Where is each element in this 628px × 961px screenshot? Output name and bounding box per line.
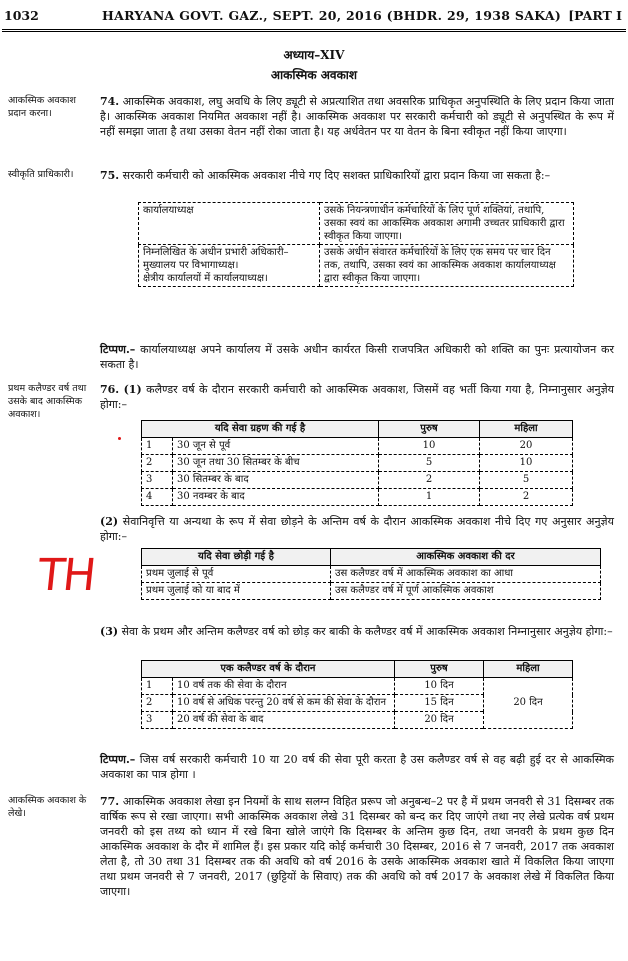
column-header: महिला — [484, 661, 573, 678]
male-cell: 15 दिन — [395, 695, 484, 712]
service-leave-table — [141, 660, 573, 729]
rule-74 — [100, 94, 614, 139]
column-header: पुरुष — [379, 421, 480, 438]
serial-cell: 3 — [142, 712, 173, 729]
male-cell: 5 — [379, 455, 480, 472]
rule-75-text: सरकारी कर्मचारी को आकस्मिक अवकाश नीचे गए दिए सशक्त प्राधिकारियों द्वारा प्रदान किया जा सकता है:– — [122, 169, 551, 182]
rule-76-number: 76. — [100, 383, 120, 396]
authority-line: क्षेत्रीय कार्यालयों में कार्यालयाध्यक्ष। — [143, 273, 268, 284]
note-text: कार्यालयाध्यक्ष अपने कार्यालय में उसके अधीन कार्यरत किसी राजपत्रित अधिकारी को शक्ति का पुनः प्रत्यायोजन कर सकता है। — [100, 343, 614, 371]
male-cell: 10 — [379, 438, 480, 455]
gazette-title: HARYANA GOVT. GAZ., SEPT. 20, 2016 (BHDR. 29, 1938 SAKA) — [102, 8, 562, 23]
leaving-leave-table — [141, 548, 601, 600]
rate-cell: उस कलैण्डर वर्ष में आकस्मिक अवकाश का आधा — [331, 566, 601, 583]
rule-75-note — [100, 342, 614, 372]
column-header: यदि सेवा छोड़ी गई है — [142, 549, 331, 566]
table-row — [139, 245, 574, 287]
period-cell: 30 नवम्बर के बाद — [173, 489, 379, 506]
note-label: टिप्पण.– — [100, 343, 136, 356]
sub-number: (2) — [100, 515, 119, 528]
serial-cell: 1 — [142, 438, 173, 455]
gazette-header — [4, 6, 624, 26]
table-header — [142, 421, 573, 438]
service-cell: 10 वर्ष तक की सेवा के दौरान — [173, 678, 395, 695]
serial-cell: 2 — [142, 695, 173, 712]
rule-74-text: आकस्मिक अवकाश, लघु अवधि के लिए ड्यूटी से अप्रत्याशित तथा अवसरिक प्राधिकृत अनुपस्थिति के लिए प्रदान किया जाता है। आकस्मिक अवकाश नियमित अवकाश नहीं है। आकस्मिक अवकाश पर सरकारी कर्मचारी को ड्यूटी से अनुपस्थित के रूप में नहीं समझा जाता है तथा उसका वेतन नहीं रोका जाता है। यह अर्धवेतन पर या वेतन के बिना स्वीकृत नहीं किया जाएगा। — [100, 95, 614, 138]
side-note-74: आकस्मिक अवकाश प्रदान करना। — [8, 95, 76, 119]
handwritten-annotation: TH — [35, 550, 97, 601]
female-cell: 2 — [480, 489, 573, 506]
column-header: महिला — [480, 421, 573, 438]
table-header — [142, 661, 573, 678]
chapter-number: अध्याय–XIV — [283, 48, 345, 62]
power-cell: उसके अधीन संवारत कर्मचारियों के लिए एक समय पर चार दिन तक, तथापि, उसका स्वयं का आकस्मिक अवकाश कार्यालयाध्यक्ष द्वारा स्वीकृत किया जाएगा। — [320, 245, 574, 287]
authority-table — [138, 202, 574, 287]
note-text: जिस वर्ष सरकारी कर्मचारी 10 या 20 वर्ष की सेवा पूरी करता है उस कलैण्डर वर्ष से वह बढ़ी हुई दर से आकस्मिक अवकाश का पात्र होगा । — [100, 753, 614, 781]
male-cell: 2 — [379, 472, 480, 489]
sub-number: (3) — [100, 625, 119, 638]
when-cell: प्रथम जुलाई को या बाद में — [142, 583, 331, 600]
male-cell: 10 दिन — [395, 678, 484, 695]
rule-77-number: 77. — [100, 795, 120, 808]
authority-line: निम्नलिखित के अधीन प्रभारी अधिकारी– — [143, 247, 289, 258]
authority-line: मुख्यालय पर विभागाध्यक्ष। — [143, 260, 239, 271]
rule-76-sub2 — [100, 514, 614, 544]
column-header: एक कलैण्डर वर्ष के दौरान — [142, 661, 395, 678]
when-cell: प्रथम जुलाई से पूर्व — [142, 566, 331, 583]
sub-text: कलैण्डर वर्ष के दौरान सरकारी कर्मचारी को आकस्मिक अवकाश, जिसमें वह भर्ती किया गया है, निम्नानुसार अनुज्ञेय होगा:– — [100, 383, 615, 411]
table-row — [142, 438, 573, 455]
period-cell: 30 जून से पूर्व — [173, 438, 379, 455]
header-rule — [2, 29, 626, 30]
part-label: [PART I — [568, 8, 622, 23]
table-row — [142, 566, 601, 583]
male-cell: 20 दिन — [395, 712, 484, 729]
joining-leave-table — [141, 420, 573, 506]
rule-76-sub3 — [100, 624, 614, 639]
table-row — [142, 489, 573, 506]
service-cell: 20 वर्ष की सेवा के बाद — [173, 712, 395, 729]
authority-cell — [139, 245, 320, 287]
service-cell: 10 वर्ष से अधिक परन्तु 20 वर्ष से कम की सेवा के दौरान — [173, 695, 395, 712]
side-note-77: आकस्मिक अवकाश के लेखे। — [8, 795, 87, 819]
period-cell: 30 जून तथा 30 सितम्बर के बीच — [173, 455, 379, 472]
female-cell: 5 — [480, 472, 573, 489]
rule-77 — [100, 794, 614, 899]
male-cell: 1 — [379, 489, 480, 506]
serial-cell: 4 — [142, 489, 173, 506]
side-note-76: प्रथम कलैण्डर वर्ष तथा उसके बाद आकस्मिक अवकाश। — [8, 383, 87, 420]
table-row — [142, 678, 573, 695]
table-row — [142, 472, 573, 489]
page-number: 1032 — [4, 8, 39, 23]
rule-76-note — [100, 752, 614, 782]
female-cell: 20 दिन — [484, 678, 573, 729]
red-ink-dot — [118, 437, 121, 440]
rate-cell: उस कलैण्डर वर्ष में पूर्ण आकस्मिक अवकाश — [331, 583, 601, 600]
female-cell: 10 — [480, 455, 573, 472]
rule-75 — [100, 168, 614, 183]
power-cell: उसके नियन्त्रणाधीन कर्मचारियों के लिए पूर्ण शक्तियां, तथापि, उसका स्वयं का आकस्मिक अवकाश अगामी उच्चतर प्राधिकारी द्वारा स्वीकृत किया जाएगा। — [320, 203, 574, 245]
sub-text: सेवा के प्रथम और अन्तिम कलैण्डर वर्ष को छोड़ कर बाकी के कलैण्डर वर्ष में आकस्मिक अवकाश निम्नानुसार अनुज्ञेय होगा:– — [121, 625, 613, 638]
table-row — [139, 203, 574, 245]
header-rule-2 — [2, 31, 626, 32]
serial-cell: 3 — [142, 472, 173, 489]
column-header: यदि सेवा ग्रहण की गई है — [142, 421, 379, 438]
table-header — [142, 549, 601, 566]
sub-text: सेवानिवृत्ति या अन्यथा के रूप में सेवा छोड़ने के अन्तिम वर्ष के दौरान आकस्मिक अवकाश नीचे दिए गए अनुसार अनुज्ञेय होगा:– — [100, 515, 614, 543]
rule-74-number: 74. — [100, 95, 120, 108]
table-row — [142, 583, 601, 600]
period-cell: 30 सितम्बर के बाद — [173, 472, 379, 489]
authority-cell: कार्यालयाध्यक्ष — [139, 203, 320, 245]
column-header: पुरुष — [395, 661, 484, 678]
column-header: आकस्मिक अवकाश की दर — [331, 549, 601, 566]
rule-76-sub1 — [100, 382, 614, 412]
chapter-title: आकस्मिक अवकाश — [270, 68, 358, 82]
note-label: टिप्पण.– — [100, 753, 136, 766]
female-cell: 20 — [480, 438, 573, 455]
serial-cell: 1 — [142, 678, 173, 695]
table-row — [142, 455, 573, 472]
side-note-75: स्वीकृति प्राधिकारी। — [8, 169, 74, 180]
rule-75-number: 75. — [100, 169, 120, 182]
sub-number: (1) — [123, 383, 142, 396]
rule-77-text: आकस्मिक अवकाश लेखा इन नियमों के साथ सलग्न विहित प्ररूप जो अनुबन्ध–2 पर है में प्रथम जनवरी से 31 दिसम्बर तक वार्षिक रूप से रखा जाएगा। सभी आकस्मिक अवकाश लेखे 31 दिसम्बर को बन्द कर दिए जाएंगे तथा नए लेखे प्रत्येक वर्ष प्रथम जनवरी को इस तथ्य को ध्यान में रखे बिना खोले जाएंगे कि दिसम्बर के अन्तिम कुछ दिन, तथा जनवरी के प्रथम कुछ दिन आकस्मिक अवकाश के दौर में शामिल हैं। इस प्रकार यदि कोई कर्मचारी 30 दिसम्बर, 2016 से 7 जनवरी, 2017 तक अवकाश लेता है, तो 30 तथा 31 दिसम्बर तक की अवधि को वर्ष 2016 के उसके आकस्मिक अवकाश खाते में विकलित किया जाएगा तथा प्रथम जनवरी से 7 जनवरी, 2017 (छुट्टियों के सिवाए) तक की अवधि को वर्ष 2017 के अवकाश लेखे में विकलित किया जाएगा। — [100, 795, 615, 898]
serial-cell: 2 — [142, 455, 173, 472]
